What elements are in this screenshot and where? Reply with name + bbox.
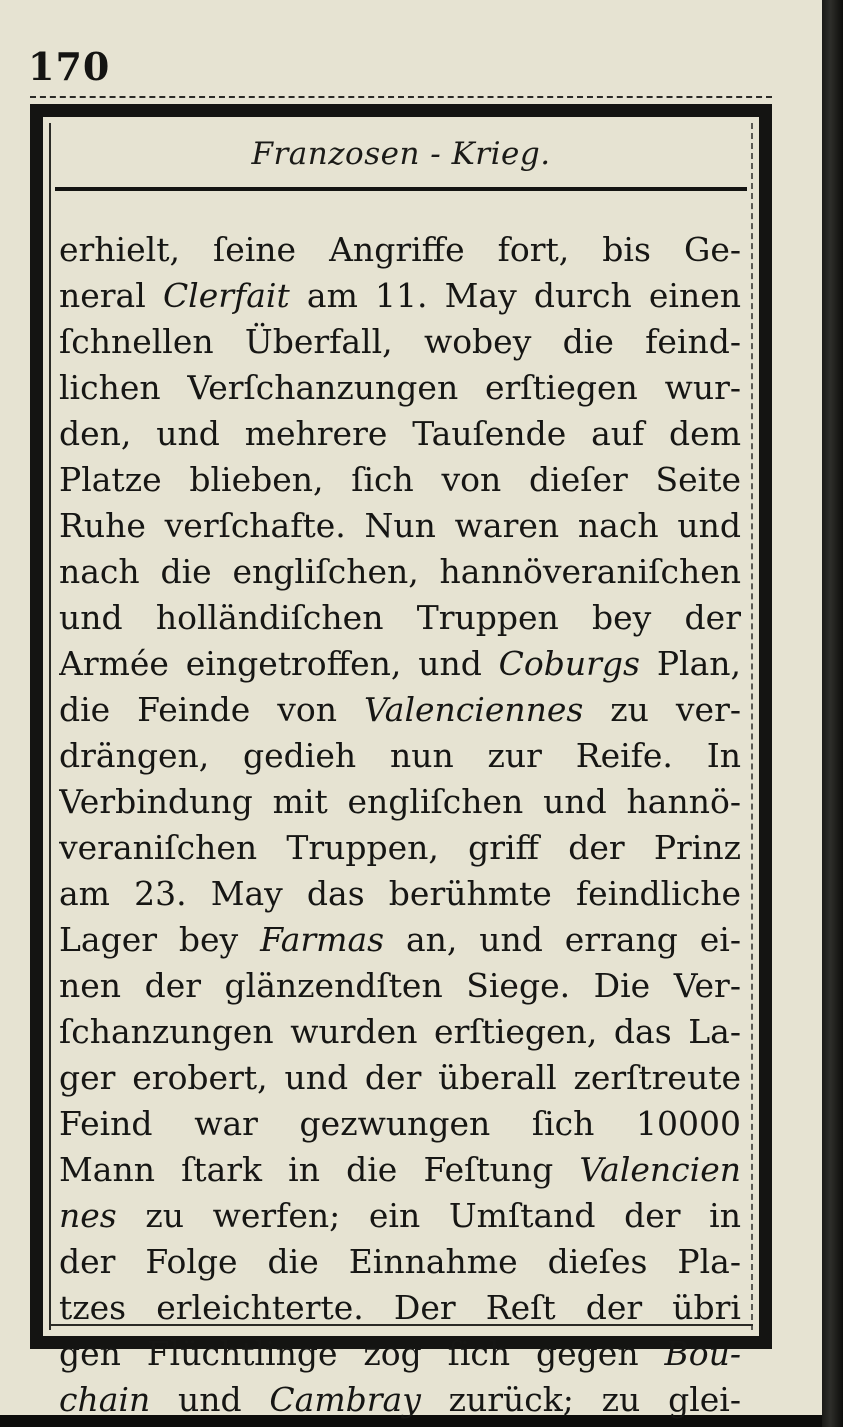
page-number: 170 — [28, 44, 111, 89]
text-frame — [30, 104, 772, 1419]
text-line — [59, 457, 741, 503]
text-line — [59, 227, 741, 273]
text-segment: tzes erleichterte. Der Reſt der übri — [59, 1288, 741, 1327]
text-segment: nach die engliſchen, hannöveraniſchen — [59, 552, 741, 591]
text-segment: am 23. May das berühmte feindliche — [59, 874, 741, 913]
italic-name: Valencien — [579, 1150, 741, 1189]
text-segment: gen Flüchtlinge zog ſich gegen — [59, 1334, 665, 1373]
italic-name: nes — [59, 1196, 117, 1235]
text-segment: Plan, — [640, 644, 741, 683]
text-segment: Ruhe verſchafte. Nun waren nach und — [59, 506, 741, 545]
running-head: Franzosen - Krieg. — [251, 136, 551, 172]
text-line — [59, 549, 741, 595]
italic-name: chain — [59, 1380, 151, 1419]
text-line — [59, 963, 741, 1009]
text-line — [59, 1377, 741, 1423]
text-line — [59, 1193, 741, 1239]
text-segment: drängen, gedieh nun zur Reife. In — [59, 736, 741, 775]
text-segment: Lager bey — [59, 920, 261, 959]
text-segment: der Folge die Einnahme dieſes Pla- — [59, 1242, 741, 1281]
italic-name: Coburgs — [498, 644, 640, 683]
italic-name: Valenciennes — [363, 690, 584, 729]
text-segment: zu werfen; ein Umſtand der in — [116, 1196, 741, 1235]
text-line — [59, 1239, 741, 1285]
bottom-rule — [49, 1324, 753, 1326]
text-segment: die Feinde von — [59, 690, 364, 729]
text-line — [59, 1009, 741, 1055]
text-line — [59, 687, 741, 733]
text-segment: lichen Verſchanzungen erſtiegen wur- — [59, 368, 741, 407]
text-line — [59, 825, 741, 871]
text-line — [59, 365, 741, 411]
italic-name: Cambray — [269, 1380, 421, 1419]
text-line — [59, 595, 741, 641]
text-segment: zu ver- — [583, 690, 741, 729]
text-line — [59, 503, 741, 549]
text-segment: zurück; zu glei- — [420, 1380, 741, 1419]
italic-name: Clerfait — [162, 276, 290, 315]
book-spine-edge — [822, 0, 843, 1427]
text-line — [59, 733, 741, 779]
text-segment: ſchnellen Überfall, wobey die feind- — [59, 322, 741, 361]
text-segment: nen der glänzendſten Siege. Die Ver- — [59, 966, 741, 1005]
text-segment: erhielt, ſeine Angriffe fort, bis Ge- — [59, 230, 741, 269]
text-line — [59, 319, 741, 365]
top-dashed-rule — [30, 96, 772, 98]
text-segment: Armée eingetroffen, und — [59, 644, 499, 683]
text-line — [59, 641, 741, 687]
italic-name: Bou- — [664, 1334, 741, 1373]
text-segment: den, und mehrere Tauſende auf dem — [59, 414, 741, 453]
text-line — [59, 779, 741, 825]
text-segment: Platze blieben, ſich von dieſer Seite — [59, 460, 741, 499]
italic-name: Farmas — [260, 920, 385, 959]
header-rule — [55, 187, 747, 191]
text-line — [59, 1147, 741, 1193]
text-segment: veraniſchen Truppen, griff der Prinz — [59, 828, 741, 867]
text-segment: und holländiſchen Truppen bey der — [59, 598, 741, 637]
text-segment: am 11. May durch einen — [289, 276, 741, 315]
text-segment: neral — [59, 276, 163, 315]
text-line — [59, 273, 741, 319]
text-line — [59, 1101, 741, 1147]
text-segment: Feind war gezwungen ſich 10000 — [59, 1104, 741, 1143]
text-line — [59, 917, 741, 963]
text-segment: ſchanzungen wurden erſtiegen, das La- — [59, 1012, 741, 1051]
text-line — [59, 871, 741, 917]
text-line — [59, 411, 741, 457]
text-segment: und — [150, 1380, 270, 1419]
text-segment: Mann ſtark in die Feſtung — [59, 1150, 580, 1189]
text-segment: Verbindung mit engliſchen und hannö- — [59, 782, 741, 821]
text-segment: an, und errang ei- — [384, 920, 741, 959]
text-segment: ger erobert, und der überall zerſtreute — [59, 1058, 741, 1097]
text-line — [59, 1331, 741, 1377]
body-text — [59, 227, 741, 1423]
text-line — [59, 1055, 741, 1101]
